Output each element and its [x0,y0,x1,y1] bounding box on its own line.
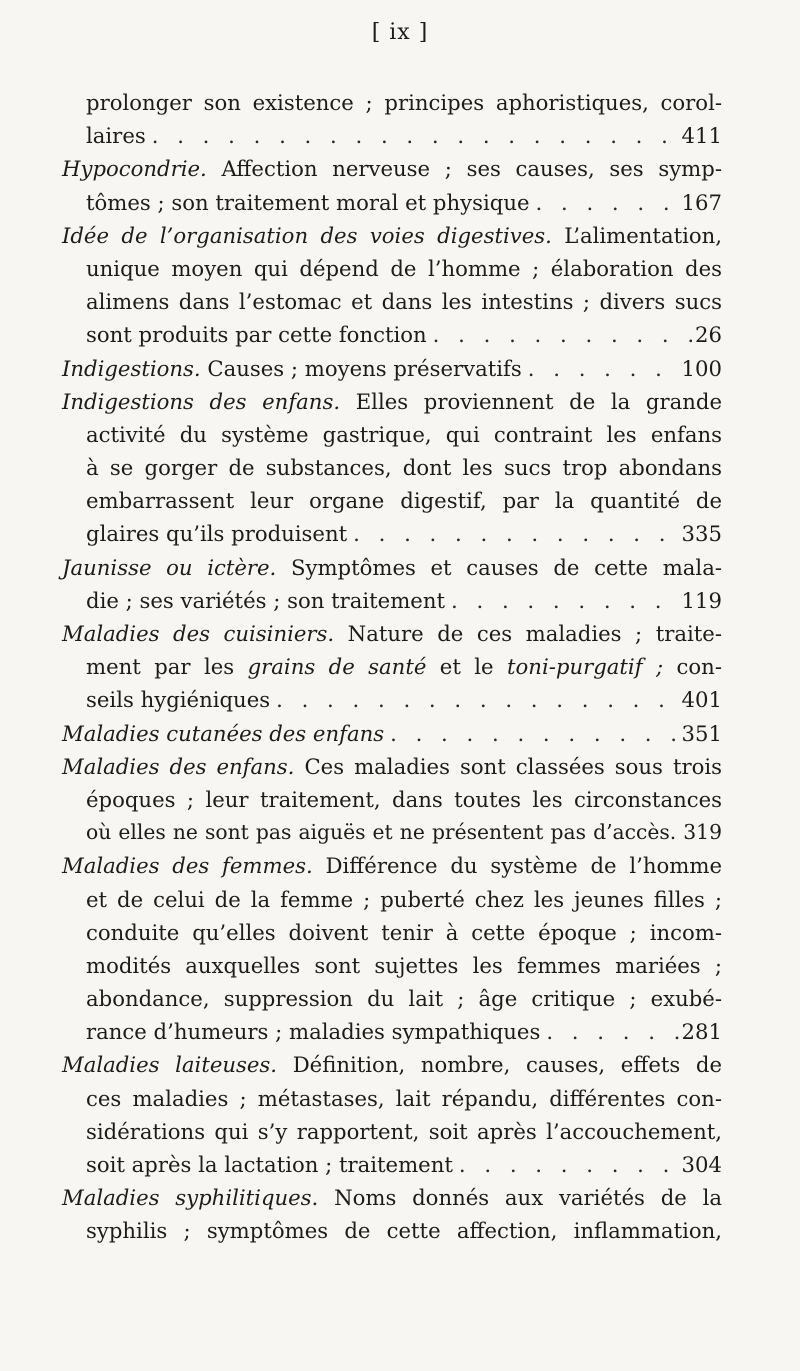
entry-text: où elles ne sont pas aiguës et ne présentent pas d’accès. 319 [86,820,722,845]
dot-leader [270,683,681,716]
entry-text: soit après la lactation ; traitement [86,1152,453,1177]
toc-line [62,584,722,617]
toc-line [62,252,722,285]
toc-line [62,1015,722,1048]
toc-line [62,883,722,916]
page-reference: 351 [681,720,722,746]
toc-line [62,783,722,816]
dot-leader [146,119,682,152]
dot-leader [347,517,681,550]
entry-heading: Indigestions. [62,355,201,381]
entry-text: conduite qu’elles doivent tenir à cette époque ; incom- [86,919,722,945]
entry-text: et de celui de la femme ; puberté chez les jeunes filles ; [86,886,722,912]
toc-line [62,750,722,783]
entry-text: rance d’humeurs ; maladies sympathiques [86,1019,541,1045]
toc-line [62,318,722,351]
entry-text: époques ; leur traitement, dans toutes les circonstances [86,786,722,812]
toc-line [62,186,722,219]
entry-emphasis: grains de santé [247,654,427,680]
toc-line [62,484,722,517]
entry-text: sidérations qui s’y rapportent, soit après l’accouchement, [86,1118,722,1144]
entry-text: Nature de ces maladies ; traite- [334,621,722,646]
toc-line [62,86,722,119]
toc-line [62,1214,722,1247]
entry-text: embarrassent leur organe digestif, par la quantité de [86,488,722,514]
entry-text: Différence du système de l’homme [312,853,722,879]
entry-text: die ; ses variétés ; son traitement [86,587,445,613]
entry-heading: Hypocondrie. [62,156,207,182]
dot-leader [530,186,682,219]
entry-text: à se gorger de substances, dont les sucs trop abondans [86,455,722,481]
entry-text: modités auxquelles sont sujettes les femmes mariées ; [86,952,722,978]
entry-text: L’alimentation, [551,222,722,248]
dot-leader [427,318,695,351]
entry-text: seils hygiéniques [86,687,271,713]
toc-line [62,1048,722,1081]
dot-leader [384,717,681,750]
page-reference: 281 [681,1019,722,1045]
entry-text: ment par les [86,654,248,680]
toc-line [62,683,722,716]
toc-line [62,1181,722,1214]
entry-text: Causes ; moyens préservatifs [200,355,522,381]
table-of-contents [62,86,722,1248]
page-reference: 304 [681,1152,722,1177]
entry-heading: Maladies laiteuses. [62,1052,278,1078]
entry-heading: Idée de l’organisation des voies digestives. [62,222,552,248]
entry-text: Ces maladies sont classées sous trois [294,753,723,779]
entry-heading: Jaunisse ou ictère. [62,554,277,580]
entry-text: alimens dans l’estomac et dans les intestins ; divers sucs [86,289,722,315]
toc-line [62,1082,722,1115]
entry-text: glaires qu’ils produisent [86,521,348,547]
toc-line [62,517,722,550]
entry-text: et le [426,654,508,680]
toc-line [62,849,722,882]
dot-leader [540,1015,681,1048]
toc-line [62,949,722,982]
page-reference: 401 [681,687,722,713]
entry-text: activité du système gastrique, qui contraint les enfans [86,421,722,447]
entry-text: syphilis ; symptômes de cette affection, inflammation, [86,1218,722,1244]
page-number: [ ix ] [371,20,429,45]
entry-emphasis: toni-purgatif ; [507,654,664,680]
entry-heading: Indigestions des enfans. [62,388,341,414]
entry-text: con- [663,654,722,680]
page-reference: 100 [681,355,722,381]
dot-leader [453,1148,682,1181]
page-reference: 411 [681,123,722,149]
toc-line [62,418,722,451]
entry-text: prolonger son existence ; principes aphoristiques, corol- [86,90,722,115]
entry-heading: Maladies des enfans. [62,753,295,779]
toc-line [62,717,722,750]
page-reference: 26 [695,322,722,348]
entry-text: Définition, nombre, causes, effets de [277,1052,723,1078]
dot-leader [445,584,682,617]
toc-line [62,285,722,318]
entry-heading: Maladies des cuisiniers. [62,621,335,646]
toc-line [62,385,722,418]
entry-text: Affection nerveuse ; ses causes, ses symp- [206,156,722,182]
toc-line [62,982,722,1015]
entry-text: sont produits par cette fonction [86,322,427,348]
entry-heading: Maladies syphilitiques. [62,1185,319,1211]
toc-line [62,352,722,385]
entry-text: Symptômes et causes de cette mala- [276,554,722,580]
toc-line [62,617,722,650]
toc-line [62,816,722,849]
entry-text: unique moyen qui dépend de l’homme ; élaboration des [86,255,722,281]
toc-line [62,650,722,683]
page-reference: 167 [681,189,722,215]
entry-heading: Maladies cutanées des enfans [62,720,385,746]
entry-text: tômes ; son traitement moral et physique [86,189,530,215]
toc-line [62,1148,722,1181]
page-reference: 119 [681,587,722,613]
entry-text: laires [86,123,146,149]
entry-text: Elles proviennent de la grande [340,388,722,414]
page-reference: 335 [681,521,722,547]
entry-heading: Maladies des femmes. [62,853,313,879]
toc-line [62,152,722,185]
toc-line [62,119,722,152]
entry-text: Noms donnés aux variétés de la [318,1185,722,1211]
entry-text: ces maladies ; métastases, lait répandu, différentes con- [86,1085,722,1111]
toc-line [62,916,722,949]
toc-line [62,551,722,584]
dot-leader [522,352,682,385]
toc-line [62,219,722,252]
toc-line [62,1115,722,1148]
entry-text: abondance, suppression du lait ; âge critique ; exubé- [86,986,722,1012]
toc-line [62,451,722,484]
